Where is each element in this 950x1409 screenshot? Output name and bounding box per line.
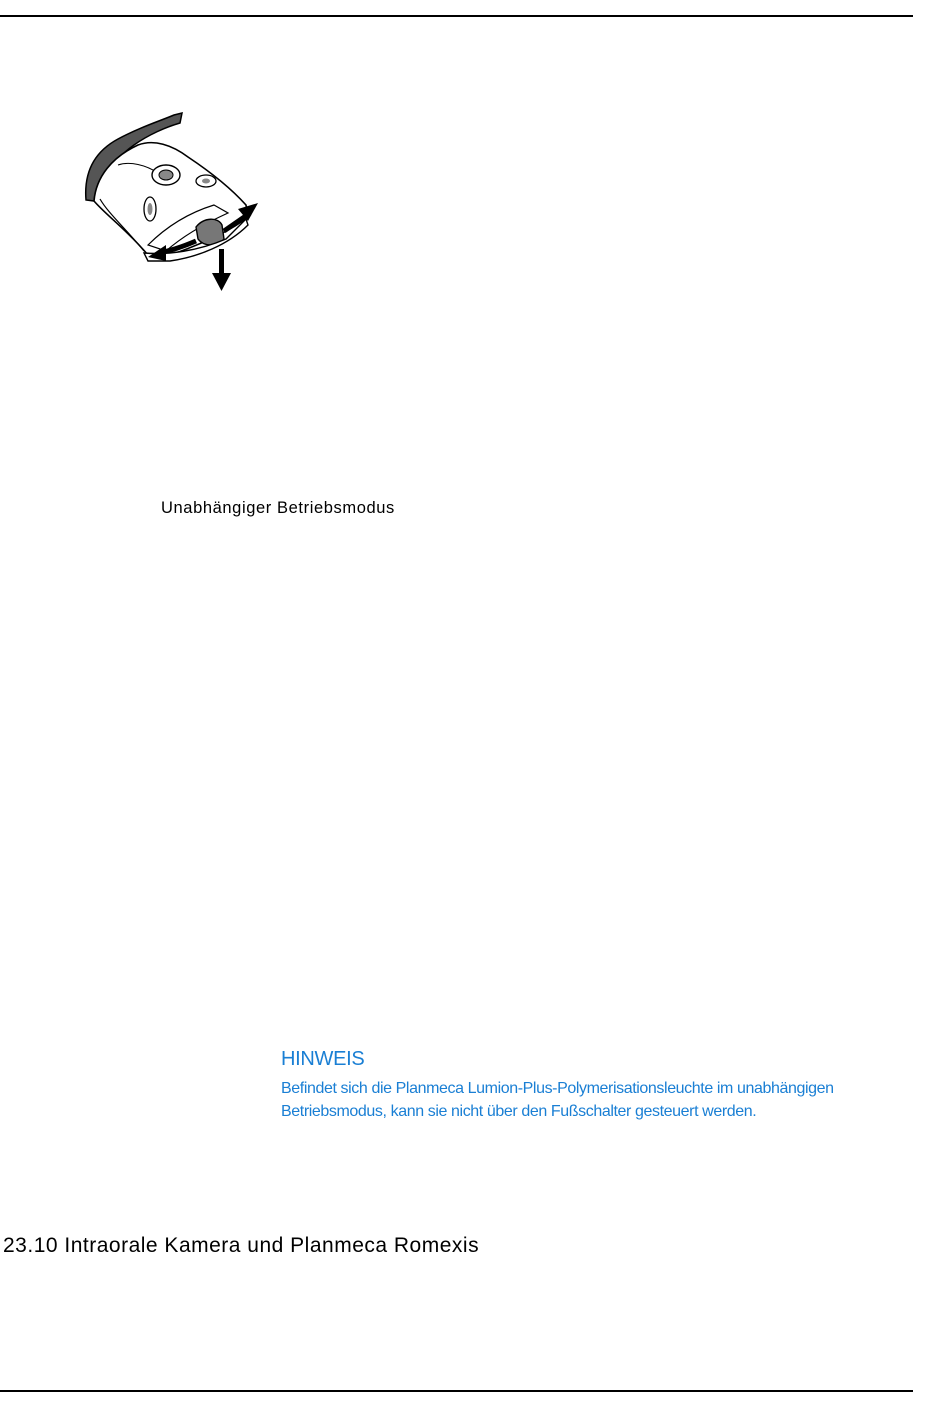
- footer-rule: [0, 1390, 913, 1392]
- note-block: [281, 1046, 881, 1123]
- foot-control-icon: [78, 105, 268, 295]
- section-heading: 23.10 Intraorale Kamera und Planmeca Romexis: [3, 1234, 480, 1257]
- note-text: Befindet sich die Planmeca Lumion-Plus-Polymerisationsleuchte im unabhängigen Betriebsmodus, kann sie nicht über den Fußschalter gesteuert werden.: [281, 1080, 834, 1120]
- header-rule: [0, 15, 913, 17]
- note-title: HINWEIS: [281, 1048, 365, 1070]
- independent-mode-label: Unabhängiger Betriebsmodus: [161, 499, 395, 517]
